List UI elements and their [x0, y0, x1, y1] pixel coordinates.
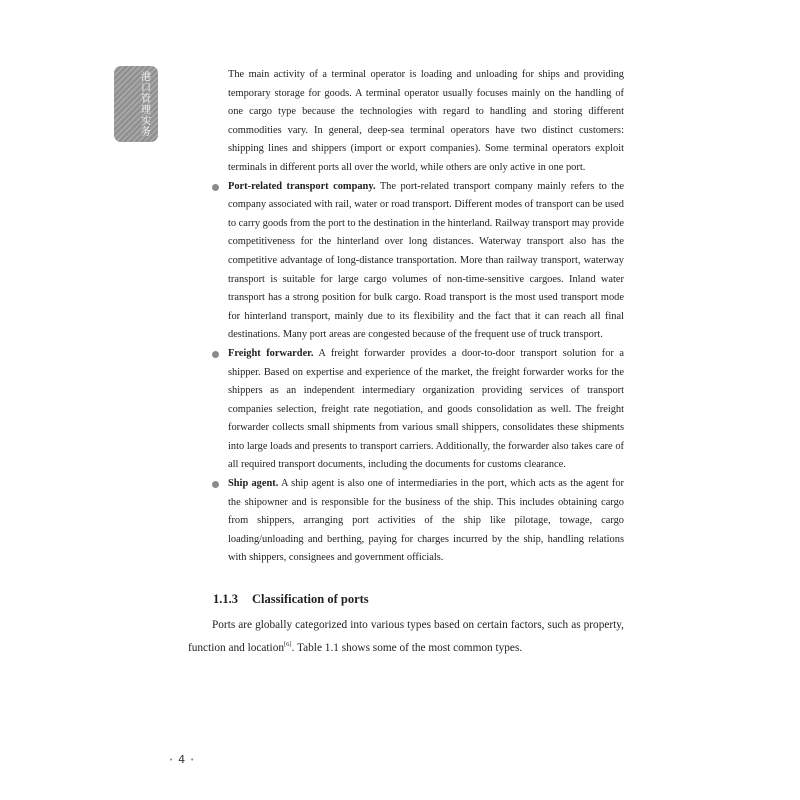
section-heading — [213, 592, 369, 607]
bullet-term: Freight forwarder. — [228, 347, 314, 359]
bullet-term: Ship agent. — [228, 478, 279, 490]
page-footer — [164, 753, 199, 766]
section-body-text: Ports are globally categorized into various types based on certain factors, such as property, function and location — [188, 619, 624, 654]
citation-reference[interactable]: [6] — [284, 641, 292, 648]
bullet-term: Port-related transport company. — [228, 180, 376, 192]
section-body-paragraph — [188, 616, 624, 658]
section-body-text-end: . Table 1.1 shows some of the most common types. — [291, 641, 523, 654]
chapter-side-tab — [114, 66, 158, 142]
bullet-text: The port-related transport company mainly refers to the company associated with rail, water or road transport. Different modes of transport can be used to carry goods from the port to the destination in the hinterland. Railway transport may provide competitiveness for the hinterland over long distances. Waterway transport also has the competitive advantage of long-distance transportation. More than railway transport, waterway transport is suitable for large cargo volumes of non-time-sensitive cargoes. Inland water transport has a strong position for bulk cargo. Road transport is the most used transport mode for hinterland transport, mainly due to its flexibility and the fact that it can reach all final destinations. Many port areas are congested because of the frequent use of truck transport. — [228, 180, 624, 341]
bullet-text: A freight forwarder provides a door-to-door transport solution for a shipper. Based on expertise and experience of the market, the freight forwarder works for the shippers as an independent intermediary organization providing services of transport companies selection, freight rate negotiation, and goods consolidation as well. The freight forwarder collects small shipments from various small shippers, consolidates these shipments into large loads and presents to transport carriers. Additionally, the forwarder also takes care of all required transport documents, including the documents for customs clearance. — [228, 347, 625, 471]
main-content — [228, 66, 624, 568]
page-number: 4 — [178, 753, 186, 766]
bullet-item — [228, 178, 624, 345]
bullet-dot-icon — [212, 481, 219, 488]
side-tab-label: 港口管理实务 — [138, 71, 150, 137]
section-title: Classification of ports — [252, 592, 369, 606]
footer-dot-icon: • — [190, 756, 195, 764]
bullet-text: A ship agent is also one of intermediaries in the port, which acts as the agent for the shipowner and is responsible for the business of the ship. This includes obtaining cargo from shippers, arranging port activities of the ship like pilotage, towage, cargo loading/unloading and berthing, paying for charges incurred by the ship, handling relations with shippers, consignees and government officials. — [228, 478, 624, 564]
bullet-item — [228, 345, 624, 475]
bullet-item — [228, 475, 624, 568]
terminal-operator-paragraph: The main activity of a terminal operator is loading and unloading for ships and providing temporary storage for goods. A terminal operator usually focuses mainly on the handling of one cargo type because the technologies with regard to handling and storing different commodities vary. In general, deep-sea terminal operators have two distinct customers: shipping lines and shippers (import or export companies). Some terminal operators exploit terminals in different ports all over the world, while others are only active in one port. — [228, 69, 624, 173]
bullet-dot-icon — [212, 184, 219, 191]
section-number: 1.1.3 — [213, 592, 238, 606]
footer-dot-icon: • — [169, 756, 174, 764]
bullet-dot-icon — [212, 351, 219, 358]
